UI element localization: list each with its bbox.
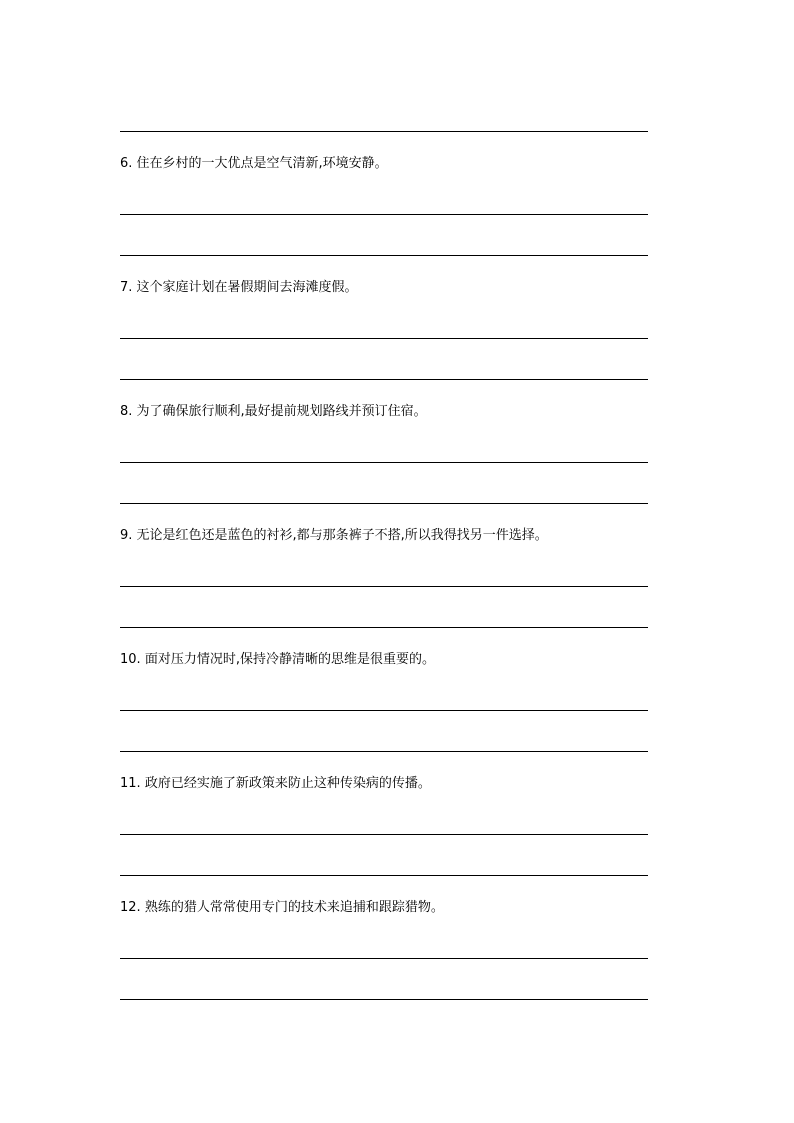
answer-line xyxy=(120,751,648,752)
question-number: 10. xyxy=(120,652,141,667)
question-text: 面对压力情况时,保持冷静清晰的思维是很重要的。 xyxy=(144,652,435,667)
question-number: 11. xyxy=(120,776,141,791)
answer-line xyxy=(120,710,648,711)
answer-line xyxy=(120,338,648,339)
question-number: 8. xyxy=(120,404,133,419)
answer-line xyxy=(120,131,648,132)
question-number: 7. xyxy=(120,280,133,295)
answer-line xyxy=(120,627,648,628)
question-text: 无论是红色还是蓝色的衬衫,都与那条裤子不搭,所以我得找另一件选择。 xyxy=(136,528,548,543)
question-12 xyxy=(120,900,444,916)
question-text: 住在乡村的一大优点是空气清新,环境安静。 xyxy=(136,156,388,171)
question-8 xyxy=(120,404,427,420)
question-9 xyxy=(120,528,548,544)
question-number: 6. xyxy=(120,156,133,171)
question-6 xyxy=(120,156,388,172)
answer-line xyxy=(120,958,648,959)
answer-line xyxy=(120,255,648,256)
question-number: 12. xyxy=(120,900,141,915)
answer-line xyxy=(120,462,648,463)
answer-line xyxy=(120,379,648,380)
question-number: 9. xyxy=(120,528,133,543)
answer-line xyxy=(120,503,648,504)
question-7 xyxy=(120,280,358,296)
answer-line xyxy=(120,834,648,835)
answer-line xyxy=(120,586,648,587)
answer-line xyxy=(120,999,648,1000)
question-text: 这个家庭计划在暑假期间去海滩度假。 xyxy=(136,280,358,295)
answer-line xyxy=(120,214,648,215)
question-text: 政府已经实施了新政策来防止这种传染病的传播。 xyxy=(144,776,431,791)
question-10 xyxy=(120,652,435,668)
question-text: 熟练的猎人常常使用专门的技术来追捕和跟踪猎物。 xyxy=(144,900,444,915)
question-11 xyxy=(120,776,431,792)
answer-line xyxy=(120,875,648,876)
question-text: 为了确保旅行顺利,最好提前规划路线并预订住宿。 xyxy=(136,404,427,419)
